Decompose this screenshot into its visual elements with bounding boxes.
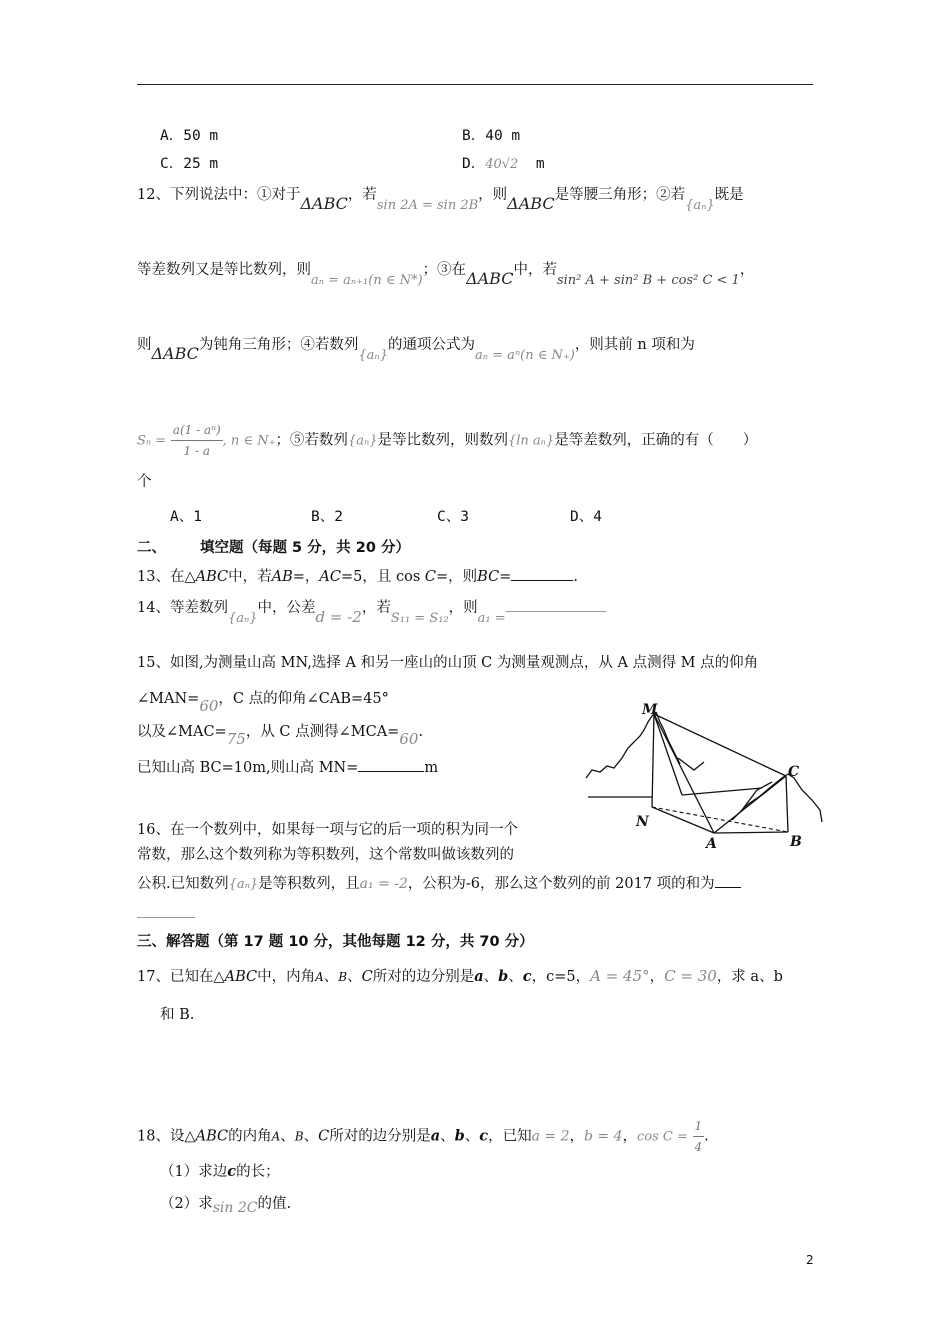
label-a: A — [706, 836, 717, 850]
header-rule — [137, 84, 813, 85]
q12-option-d: D、4 — [570, 509, 602, 525]
q16-line-3: 公积.已知数列{aₙ}是等积数列，且a₁ = -2，公积为-6，那么这个数列的前 2017 项的和为 — [137, 873, 741, 895]
q12-line-4: Sₙ = $\frac{\text{a(1 - aⁿ)}}{1 - a}$ , n ∈ N₊；⑤若数列{aₙ}是等比数列，则数列{ln aₙ}是等差数列，正确的有（ ） — [137, 420, 757, 461]
q18-line-1: 18、设△ABC的内角A、B、C所对的边分别是a、b、c，已知a = 2，b = 4，cos C = $\frac{1}{4}$ . — [137, 1116, 709, 1157]
q16-answer-blank-a[interactable] — [715, 873, 741, 888]
q12-option-b: B、2 — [311, 509, 343, 525]
label-b: B — [790, 834, 802, 850]
q16-line-2: 常数，那么这个数列称为等积数列，这个常数叫做该数列的 — [137, 847, 514, 863]
q15-line-3: 以及∠MAC=75，从 C 点测得∠MCA=60. — [137, 724, 424, 748]
line-ab — [714, 832, 788, 833]
q16-answer-blank-b[interactable] — [137, 903, 195, 918]
label-m: M — [642, 702, 658, 718]
q18-sub-1: （1）求边c的长； — [160, 1163, 280, 1180]
q13-answer-blank[interactable] — [511, 566, 573, 581]
q12-sum-fraction: $\frac{\text{a(1 - aⁿ)}}{1 - a}$ — [171, 420, 223, 461]
right-mountain-outline — [732, 774, 822, 822]
line-mc — [654, 714, 786, 776]
line-ma — [654, 714, 714, 833]
q16-line-1: 16、在一个数列中，如果每一项与它的后一项的积为同一个 — [137, 822, 518, 838]
q13-line: 13、在△ABC中，若AB=，AC=5，且 cos C=，则BC= . — [137, 566, 578, 587]
line-mn — [652, 714, 654, 807]
line-na — [652, 807, 714, 833]
q11-option-b: B．40 m — [462, 128, 521, 144]
q17-line-2: 和 B. — [160, 1007, 195, 1023]
q12-line-5: 个 — [137, 474, 152, 490]
mountain-figure — [582, 700, 827, 850]
interior-line-1 — [654, 714, 682, 795]
section-2-heading: 二、 填空题（每题 5 分，共 20 分） — [137, 540, 410, 556]
q15-answer-blank[interactable] — [358, 757, 424, 772]
line-ac — [714, 776, 786, 833]
q11-option-a: A．50 m — [160, 128, 219, 144]
q12-line-1: 12、下列说法中：①对于ΔABC，若sin 2A = sin 2B，则ΔABC是等腰三角形；②若{aₙ}既是 — [137, 187, 744, 213]
page-number: 2 — [806, 1253, 814, 1267]
left-mountain-outline — [586, 712, 656, 778]
q15-line-1: 15、如图,为测量山高 MN,选择 A 和另一座山的山顶 C 为测量观测点，从 A 点测得 M 点的仰角 — [137, 655, 759, 671]
label-n: N — [636, 814, 649, 830]
q14-line: 14、等差数列{aₙ}中，公差d = -2，若S₁₁ = S₁₂，则a₁ = — [137, 597, 606, 619]
q12-option-c: C、3 — [437, 509, 469, 525]
q17-line-1: 17、已知在△ABC中，内角A、B、C所对的边分别是a、b、c，c=5，A = 45°，C = 30，求 a、b — [137, 967, 783, 985]
q16-line-4 — [137, 903, 195, 924]
q18-sub-2: （2）求sin 2C的值. — [160, 1196, 292, 1216]
q14-answer-blank[interactable] — [506, 597, 606, 612]
section-3-heading: 三、解答题（第 17 题 10 分，其他每题 12 分，共 70 分） — [137, 934, 534, 950]
q15-line-2: ∠MAN=60，C 点的仰角∠CAB=45° — [137, 691, 389, 715]
label-c: C — [788, 764, 800, 780]
q11-option-d: D．40√2 m — [462, 156, 545, 172]
interior-line-2 — [682, 788, 762, 795]
q18-cos-fraction: $\frac{1}{4}$ — [693, 1116, 705, 1157]
q11-option-c: C．25 m — [160, 156, 219, 172]
q12-line-3: 则ΔABC为钝角三角形；④若数列{aₙ}的通项公式为aₙ = aⁿ(n ∈ N₊)，则其前 n 项和为 — [137, 337, 695, 363]
q12-option-a: A、1 — [170, 509, 202, 525]
q15-line-4: 已知山高 BC=10m,则山高 MN= m — [137, 757, 438, 778]
line-cb — [786, 776, 788, 832]
q12-line-2: 等差数列又是等比数列，则aₙ = aₙ₊₁(n ∈ N*)；③在ΔABC中，若sin² A + sin² B + cos² C < 1， — [137, 262, 755, 288]
